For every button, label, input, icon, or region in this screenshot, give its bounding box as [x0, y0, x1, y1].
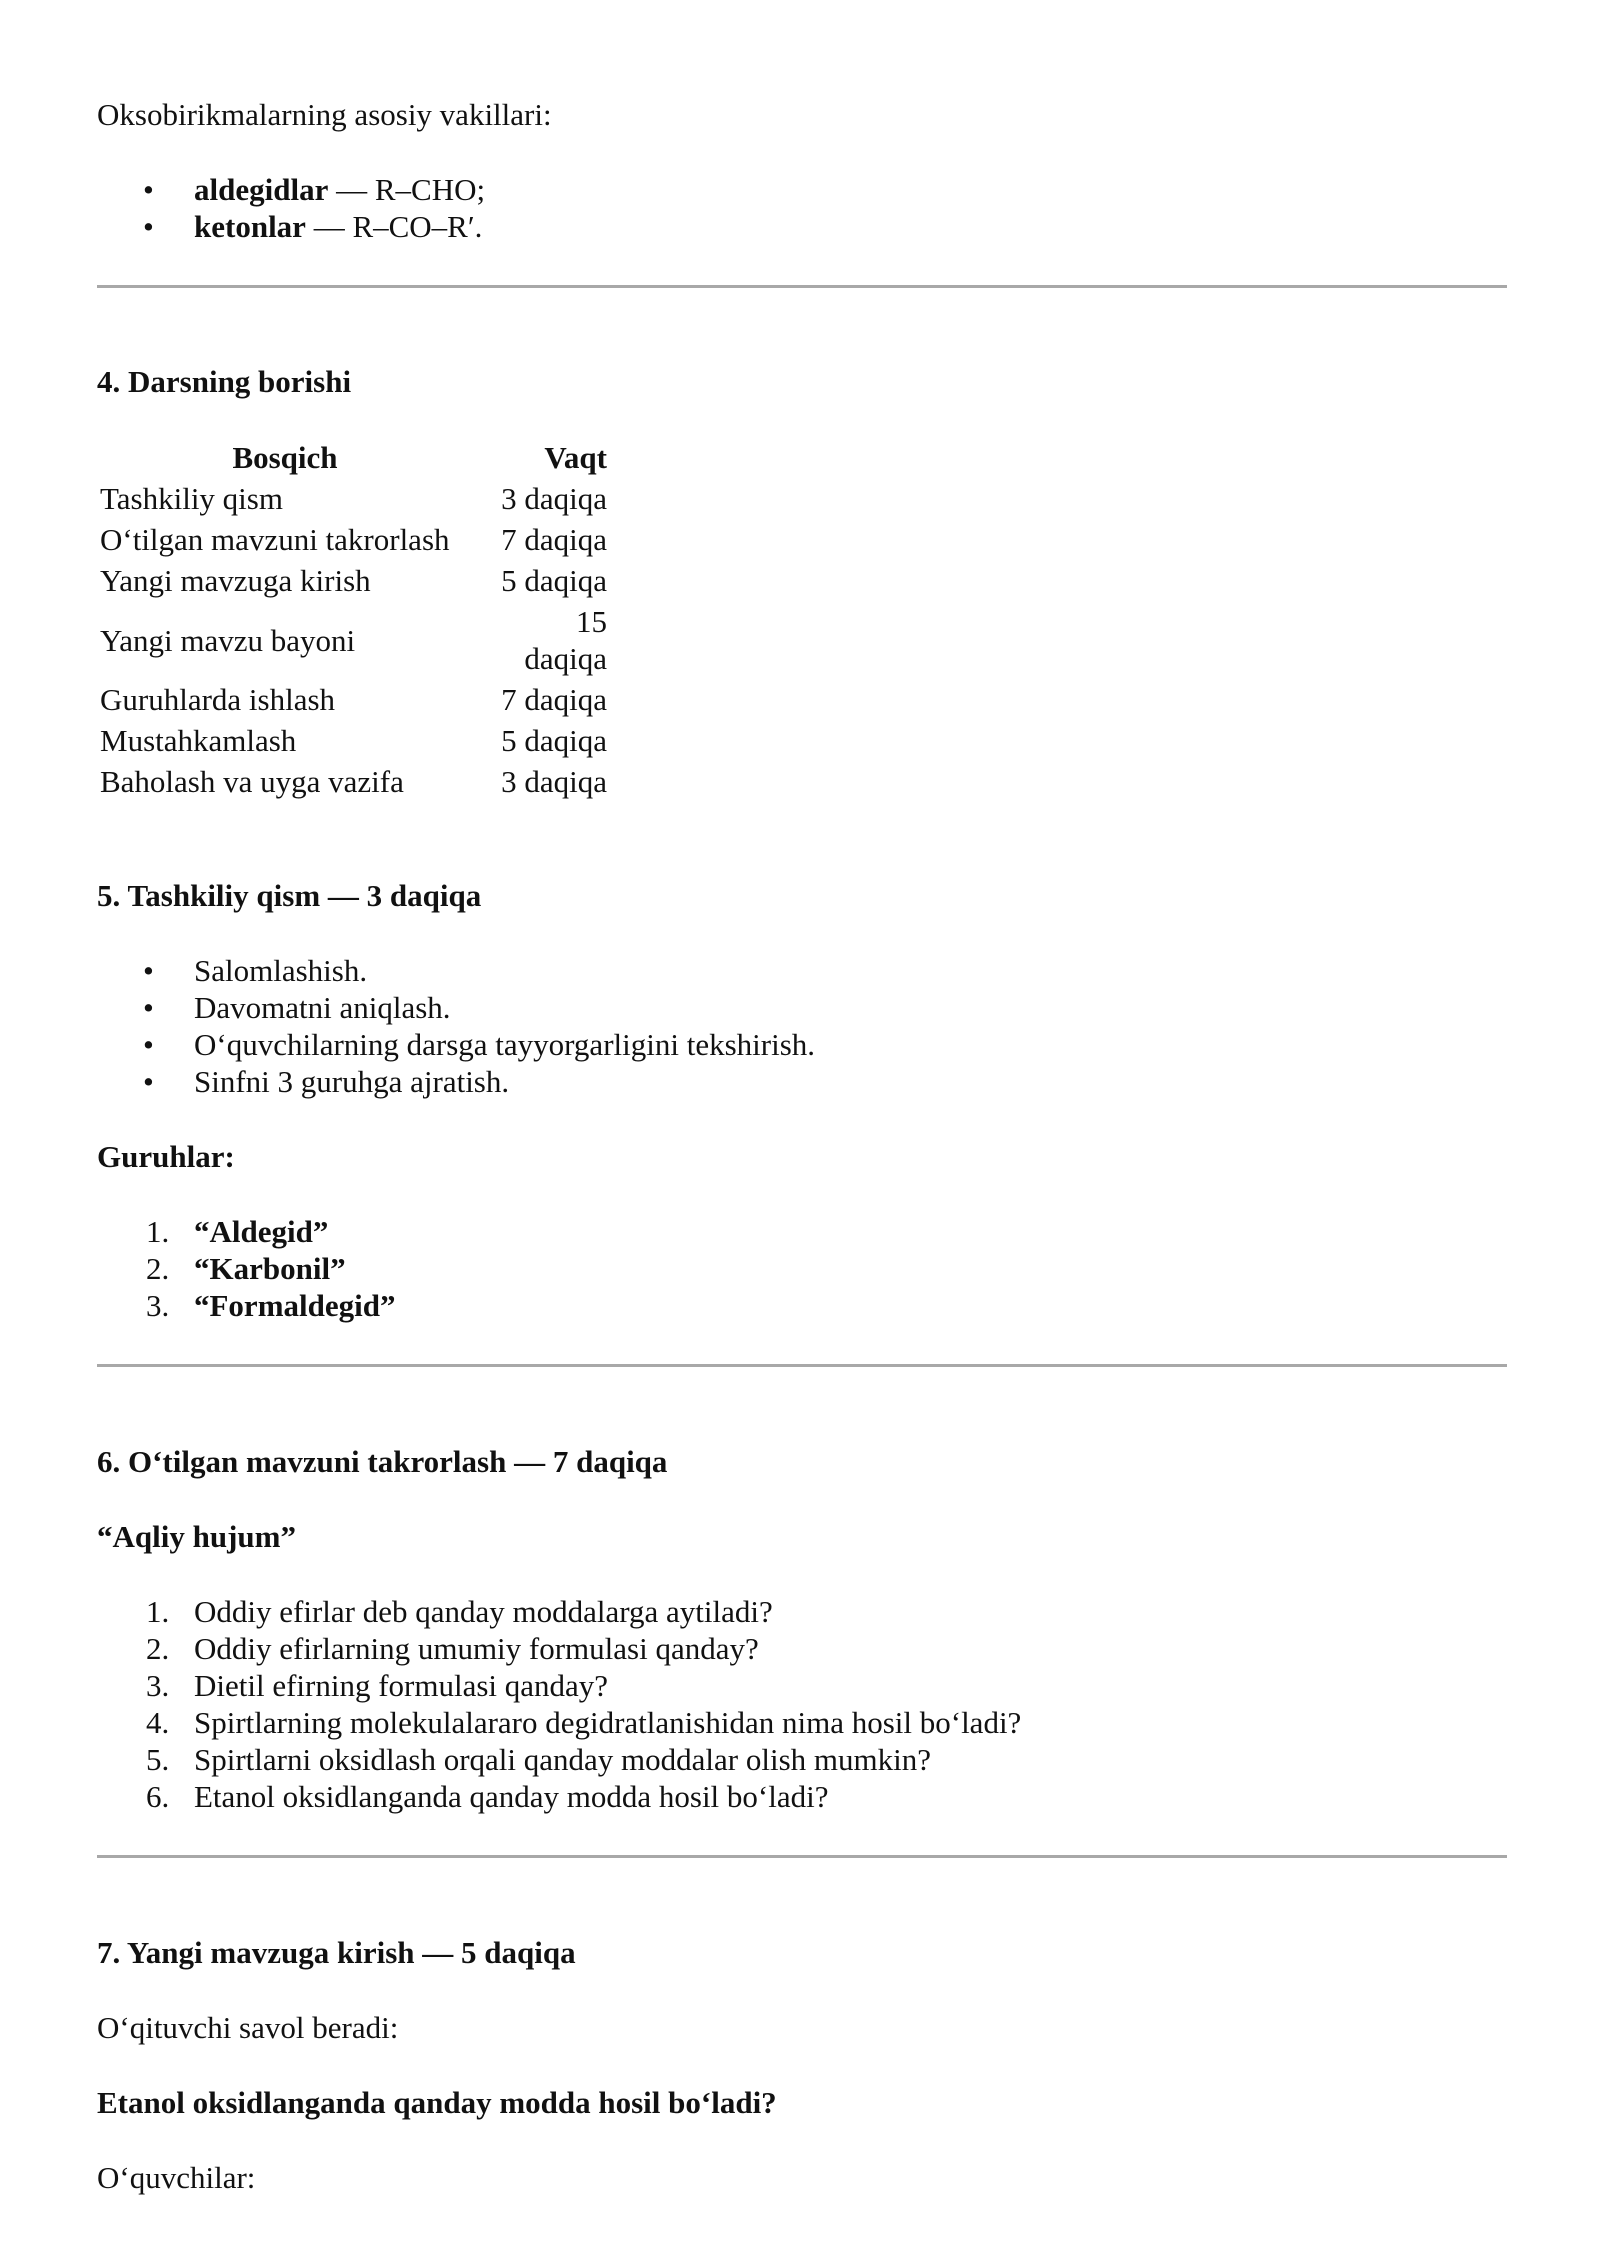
bullet-icon: •: [143, 953, 154, 988]
time-cell: 15 daqiqa: [524, 604, 607, 676]
time-cell: 7 daqiqa: [501, 522, 607, 557]
organizational-list: [97, 952, 1507, 1100]
section-6-subheading: “Aqliy hujum”: [97, 1519, 296, 1554]
stage-cell: Mustahkamlash: [100, 723, 297, 758]
list-item: [97, 1063, 1507, 1100]
list-item-text: O‘quvchilarning darsga tayyorgarligini tekshirish.: [194, 1027, 816, 1062]
stage-cell: O‘tilgan mavzuni takrorlash: [100, 522, 450, 557]
divider: [97, 1855, 1507, 1858]
section-4-heading: 4. Darsning borishi: [97, 364, 352, 399]
stage-cell: Guruhlarda ishlash: [100, 682, 336, 717]
bullet-icon: •: [143, 990, 154, 1025]
list-item: [97, 208, 1507, 245]
bullet-icon: •: [143, 172, 154, 207]
term-aldegidlar: aldegidlar: [194, 172, 329, 207]
list-number: 1.: [146, 1594, 170, 1629]
table-row: [97, 601, 610, 679]
list-item: [97, 1593, 1507, 1630]
intro-list: [97, 171, 1507, 245]
list-item-text: Davomatni aniqlash.: [194, 990, 451, 1025]
term-ketonlar: ketonlar: [194, 209, 306, 244]
list-item: [97, 1778, 1507, 1815]
list-item-text: Salomlashish.: [194, 953, 368, 988]
question-text: Spirtlarni oksidlash orqali qanday moddalar olish mumkin?: [194, 1742, 931, 1777]
list-item: [97, 171, 1507, 208]
stage-cell: Baholash va uyga vazifa: [100, 764, 404, 799]
bullet-icon: •: [143, 1064, 154, 1099]
question-text: Spirtlarning molekulalararo degidratlanishidan nima hosil bo‘ladi?: [194, 1705, 1022, 1740]
list-item: [97, 989, 1507, 1026]
column-header-vaqt: Vaqt: [544, 440, 607, 475]
group-name: “Karbonil”: [194, 1251, 346, 1286]
list-number: 1.: [146, 1214, 170, 1249]
bullet-icon: •: [143, 209, 154, 244]
table-row: [97, 720, 610, 761]
list-number: 3.: [146, 1668, 170, 1703]
list-item: [97, 1741, 1507, 1778]
group-name: “Aldegid”: [194, 1214, 329, 1249]
section-5-heading: 5. Tashkiliy qism — 3 daqiqa: [97, 878, 482, 913]
list-number: 5.: [146, 1742, 170, 1777]
list-item-text: Sinfni 3 guruhga ajratish.: [194, 1064, 510, 1099]
table-row: [97, 478, 610, 519]
stage-cell: Tashkiliy qism: [100, 481, 283, 516]
groups-label: Guruhlar:: [97, 1139, 235, 1174]
stage-cell: Yangi mavzuga kirish: [100, 563, 371, 598]
bullet-icon: •: [143, 1027, 154, 1062]
table-row: [97, 519, 610, 560]
question-text: Oddiy efirlar deb qanday moddalarga aytiladi?: [194, 1594, 773, 1629]
list-item: [97, 1704, 1507, 1741]
list-number: 2.: [146, 1251, 170, 1286]
list-item: [97, 952, 1507, 989]
stages-table: [97, 437, 610, 802]
table-row: [97, 761, 610, 802]
time-cell: 3 daqiqa: [501, 481, 607, 516]
list-number: 3.: [146, 1288, 170, 1323]
question-text: Oddiy efirlarning umumiy formulasi qanday?: [194, 1631, 759, 1666]
formula-ketonlar: — R–CO–R′.: [305, 209, 483, 244]
formula-aldegidlar: — R–CHO;: [328, 172, 486, 207]
time-cell: 3 daqiqa: [501, 764, 607, 799]
list-item: [97, 1667, 1507, 1704]
teacher-asks-text: O‘qituvchi savol beradi:: [97, 2010, 399, 2045]
questions-list: [97, 1593, 1507, 1815]
list-item: [97, 1287, 1507, 1324]
time-cell: 7 daqiqa: [501, 682, 607, 717]
list-item: [97, 1250, 1507, 1287]
time-cell: 5 daqiqa: [501, 563, 607, 598]
list-number: 4.: [146, 1705, 170, 1740]
question-text: Etanol oksidlanganda qanday modda hosil bo‘ladi?: [194, 1779, 829, 1814]
table-row: [97, 679, 610, 720]
question-text: Dietil efirning formulasi qanday?: [194, 1668, 609, 1703]
column-header-bosqich: Bosqich: [232, 440, 338, 475]
section-7-heading: 7. Yangi mavzuga kirish — 5 daqiqa: [97, 1935, 576, 1970]
groups-list: [97, 1213, 1507, 1324]
time-cell: 5 daqiqa: [501, 723, 607, 758]
divider: [97, 285, 1507, 288]
list-item: [97, 1630, 1507, 1667]
list-item: [97, 1026, 1507, 1063]
intro-text: Oksobirikmalarning asosiy vakillari:: [97, 97, 552, 132]
students-label: O‘quvchilar:: [97, 2160, 256, 2195]
list-number: 2.: [146, 1631, 170, 1666]
divider: [97, 1364, 1507, 1367]
table-header-row: [97, 437, 610, 478]
group-name: “Formaldegid”: [194, 1288, 396, 1323]
list-number: 6.: [146, 1779, 170, 1814]
stage-cell: Yangi mavzu bayoni: [100, 622, 356, 658]
section-6-heading: 6. O‘tilgan mavzuni takrorlash — 7 daqiqa: [97, 1444, 668, 1479]
document-page: [97, 96, 1507, 2196]
table-row: [97, 560, 610, 601]
list-item: [97, 1213, 1507, 1250]
teacher-question: Etanol oksidlanganda qanday modda hosil bo‘ladi?: [97, 2085, 777, 2120]
